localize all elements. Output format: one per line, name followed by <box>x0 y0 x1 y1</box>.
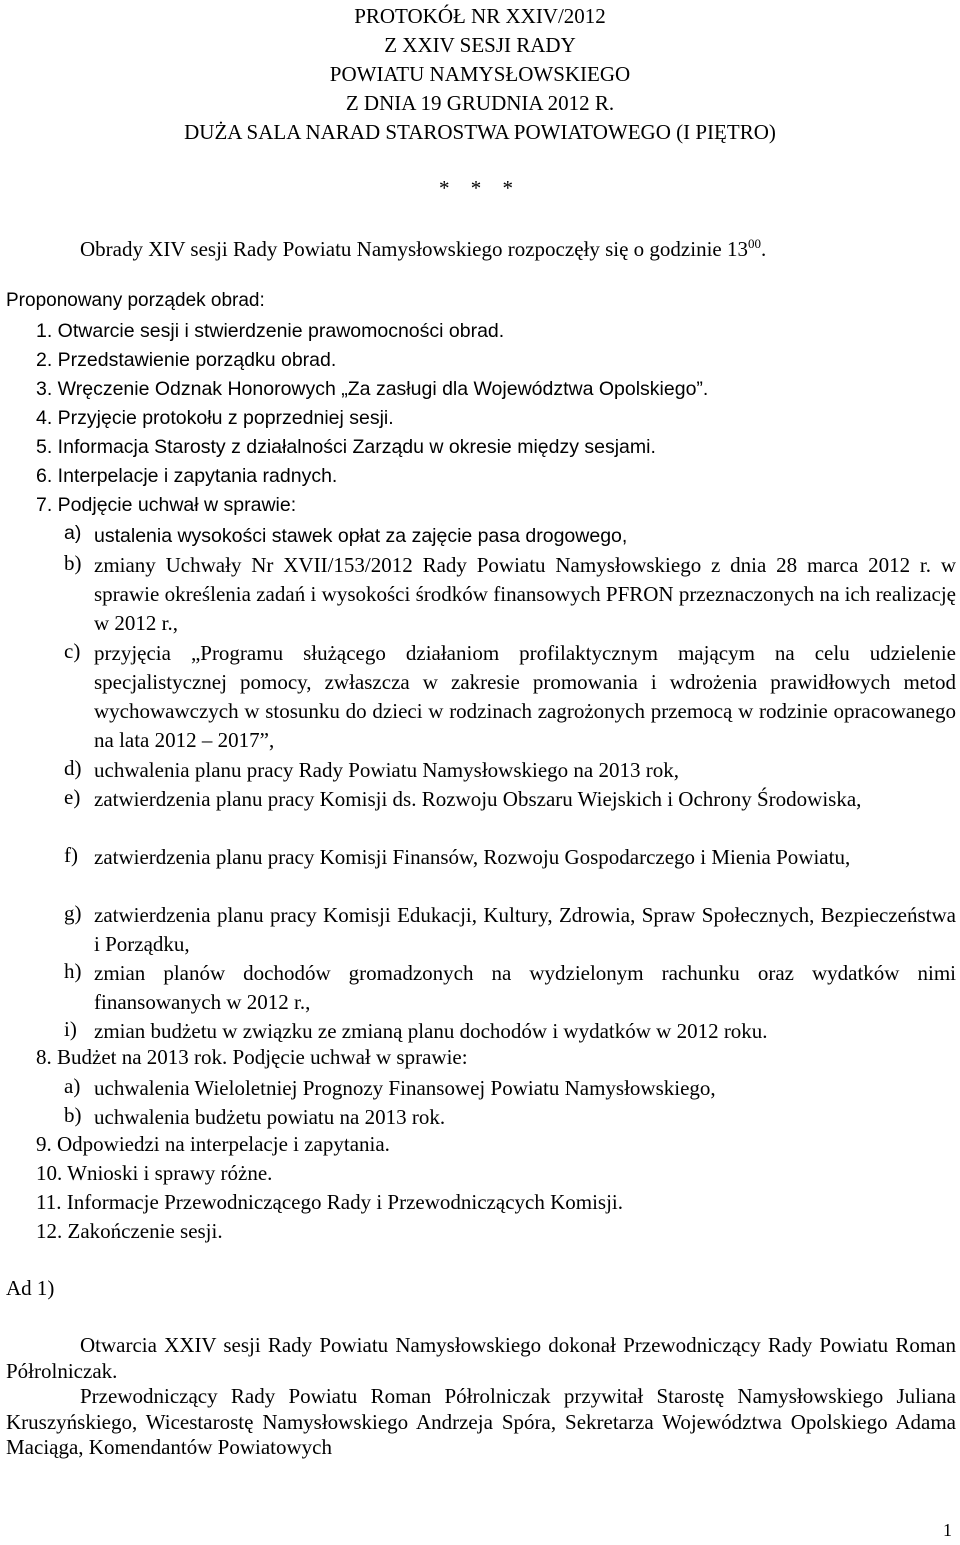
sub-text: zatwierdzenia planu pracy Komisji Edukacji, Kultury, Zdrowia, Spraw Społecznych, Bezpieczeństwa i Porządku, <box>94 903 956 956</box>
item8-sub-a <box>64 1074 956 1103</box>
item7-sub-i <box>64 1017 956 1046</box>
agenda-item-10: 10. Wnioski i sprawy różne. <box>36 1161 273 1185</box>
agenda-title: Proponowany porządek obrad: <box>6 290 265 311</box>
agenda-item-8: 8. Budżet na 2013 rok. Podjęcie uchwał w sprawie: <box>36 1045 468 1069</box>
sub-label: c) <box>64 639 81 663</box>
agenda-item-3: 3. Wręczenie Odznak Honorowych „Za zasługi dla Województwa Opolskiego”. <box>36 378 709 400</box>
sub-label: a) <box>64 522 82 544</box>
section-label-ad1: Ad 1) <box>6 1276 55 1300</box>
sub-text: zmian budżetu w związku ze zmianą planu dochodów i wydatków w 2012 roku. <box>94 1019 768 1043</box>
item8-sub-b <box>64 1103 956 1132</box>
page-number: 1 <box>943 1520 952 1540</box>
opening-end: . <box>761 237 767 261</box>
sub-text: zatwierdzenia planu pracy Komisji ds. Rozwoju Obszaru Wiejskich i Ochrony Środowiska, <box>94 787 862 811</box>
agenda-item-4: 4. Przyjęcie protokołu z poprzedniej sesji. <box>36 407 394 429</box>
sub-label: b) <box>64 551 82 575</box>
item7-sub-f <box>64 843 956 872</box>
sub-text: uchwalenia planu pracy Rady Powiatu Namysłowskiego na 2013 rok, <box>94 758 679 782</box>
agenda-item-5: 5. Informacja Starosty z działalności Zarządu w okresie między sesjami. <box>36 436 656 458</box>
agenda-item-9: 9. Odpowiedzi na interpelacje i zapytania. <box>36 1132 390 1156</box>
sub-label: a) <box>64 1074 81 1098</box>
sub-text: zatwierdzenia planu pracy Komisji Finansów, Rozwoju Gospodarczego i Mienia Powiatu, <box>94 845 851 869</box>
item7-sub-c <box>64 639 956 755</box>
sub-text: uchwalenia Wieloletniej Prognozy Finansowej Powiatu Namysłowskiego, <box>94 1076 716 1100</box>
sub-label: h) <box>64 959 82 983</box>
header-line: Z XXIV SESJI RADY <box>384 33 576 57</box>
header-line: DUŻA SALA NARAD STAROSTWA POWIATOWEGO (I PIĘTRO) <box>184 120 776 144</box>
agenda-item-2: 2. Przedstawienie porządku obrad. <box>36 349 337 371</box>
sub-text: uchwalenia budżetu powiatu na 2013 rok. <box>94 1105 446 1129</box>
sub-text: zmian planów dochodów gromadzonych na wydzielonym rachunku oraz wydatków nimi finansowanych w 2012 r., <box>94 961 956 1014</box>
sub-text: ustalenia wysokości stawek opłat za zajęcie pasa drogowego, <box>94 525 628 547</box>
sub-label: g) <box>64 901 82 925</box>
opening-text: Obrady XIV sesji Rady Powiatu Namysłowskiego rozpoczęły się o godzinie 13 <box>80 237 748 261</box>
sub-label: b) <box>64 1103 82 1127</box>
agenda-item-12: 12. Zakończenie sesji. <box>36 1219 223 1243</box>
agenda-item-1: 1. Otwarcie sesji i stwierdzenie prawomocności obrad. <box>36 320 505 342</box>
sub-label: f) <box>64 843 78 867</box>
item7-sub-a <box>64 522 956 551</box>
sub-label: e) <box>64 785 81 809</box>
header-line: PROTOKÓŁ NR XXIV/2012 <box>354 4 606 28</box>
opening-sentence <box>80 236 766 262</box>
sub-label: i) <box>64 1017 77 1041</box>
protocol-header <box>0 2 960 147</box>
agenda-item-11: 11. Informacje Przewodniczącego Rady i Przewodniczących Komisji. <box>36 1190 624 1214</box>
paragraph-welcome: Przewodniczący Rady Powiatu Roman Półrolniczak przywitał Starostę Namysłowskiego Juliana Kruszyńskiego, Wicestarostę Namysłowskiego Andrzeja Spóra, Sekretarza Województwa Opolskiego Adama Maciąga, Komendantów Powiatowych <box>6 1384 956 1459</box>
header-line: POWIATU NAMYSŁOWSKIEGO <box>329 62 631 86</box>
agenda-item-6: 6. Interpelacje i zapytania radnych. <box>36 465 338 487</box>
item7-sub-h <box>64 959 956 1017</box>
item7-sub-b <box>64 551 956 638</box>
sub-label: d) <box>64 756 82 780</box>
sub-text: zmiany Uchwały Nr XVII/153/2012 Rady Powiatu Namysłowskiego z dnia 28 marca 2012 r. w sprawie określenia zadań i wysokości środków finansowych PFRON przeznaczonych na ich realizację w 2012 r., <box>94 553 956 635</box>
agenda-item-7: 7. Podjęcie uchwał w sprawie: <box>36 494 297 516</box>
item7-sub-e <box>64 785 956 814</box>
item7-sub-d <box>64 756 956 785</box>
header-line: Z DNIA 19 GRUDNIA 2012 R. <box>345 91 615 115</box>
sub-text: przyjęcia „Programu służącego działaniom profilaktycznym mającym na celu udzielenie specjalistycznej pomocy, zwłaszcza w zakresie promowania i wdrożenia prawidłowych metod wychowawczych w stosunku do dzieci w rodzinach zagrożonych przemocą w rodzinie opracowanego na lata 2012 – 2017”, <box>94 641 956 752</box>
paragraph-opening: Otwarcia XXIV sesji Rady Powiatu Namysłowskiego dokonał Przewodniczący Rady Powiatu Roman Półrolniczak. <box>6 1333 956 1383</box>
item7-sub-g <box>64 901 956 959</box>
opening-time-superscript: 00 <box>748 236 761 251</box>
separator-stars: * * * <box>439 176 521 200</box>
